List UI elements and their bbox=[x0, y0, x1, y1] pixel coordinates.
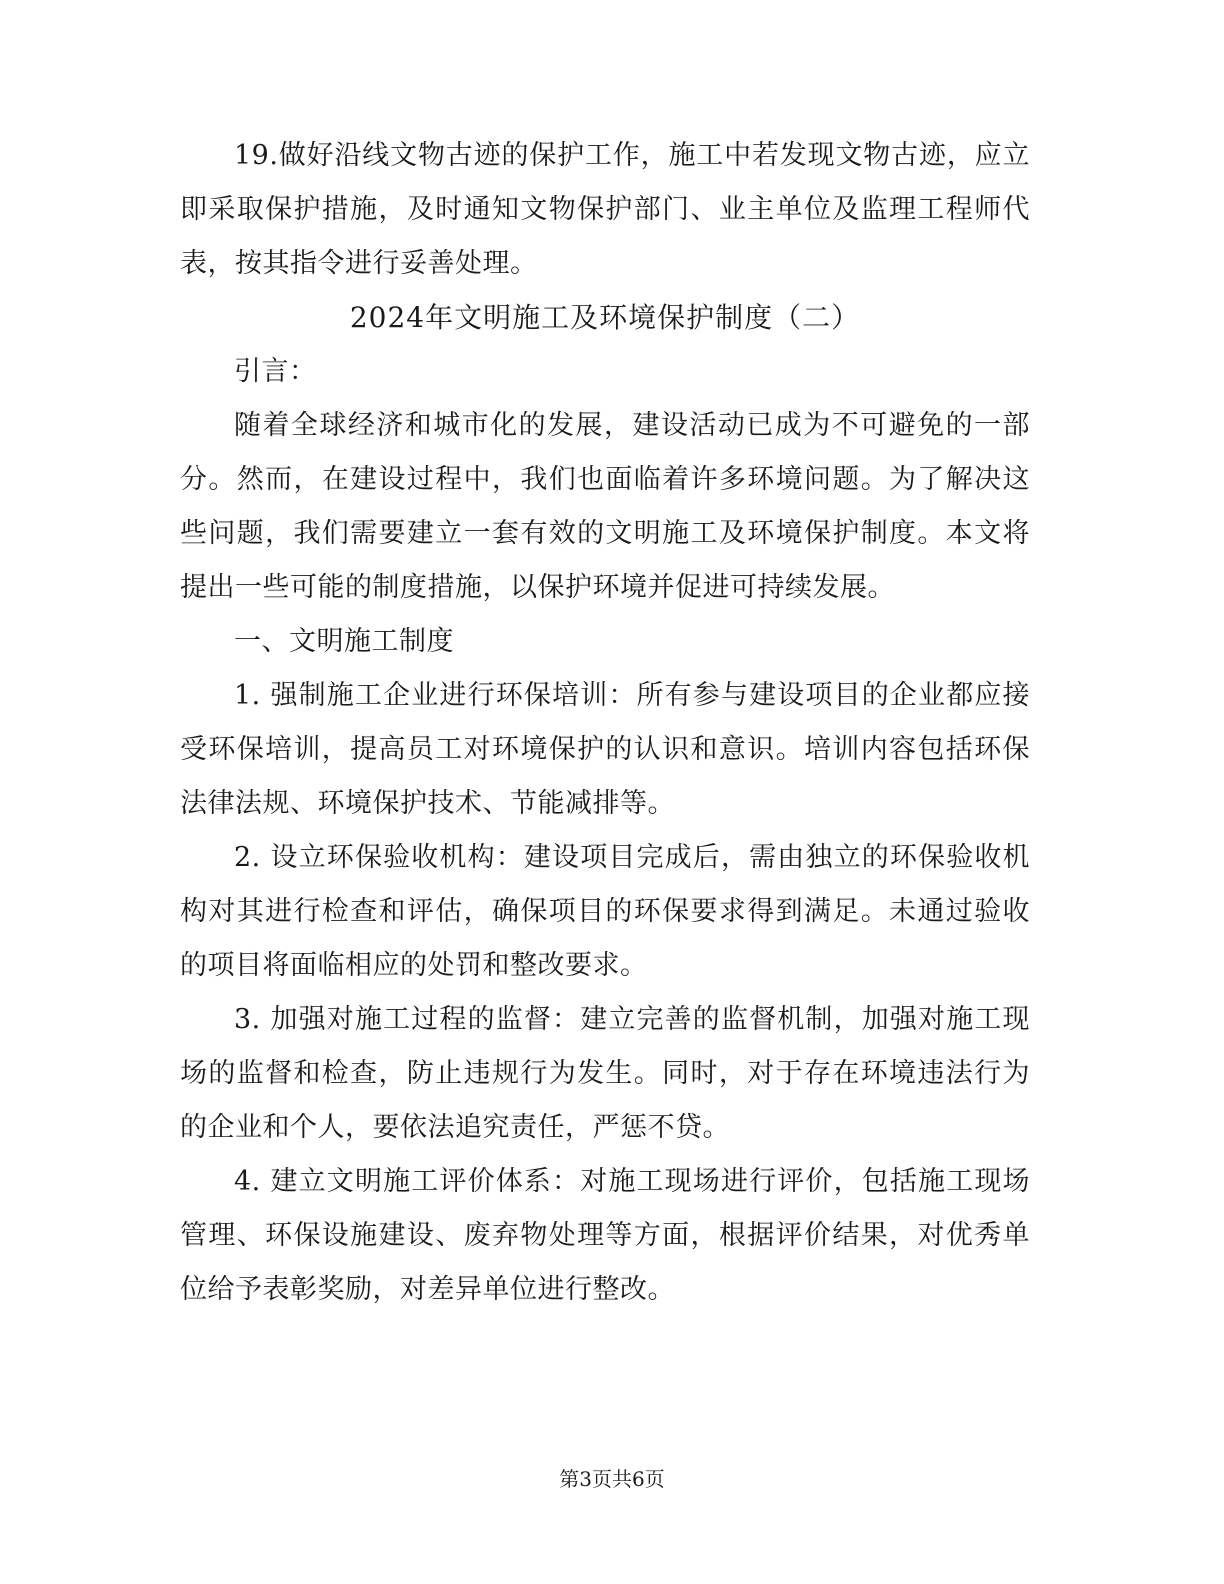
page-footer: 第3页共6页 bbox=[559, 1467, 665, 1491]
intro-label: 引言： bbox=[234, 356, 317, 387]
list-item-1: 1. 强制施工企业进行环保培训：所有参与建设项目的企业都应接受环保培训，提高员工对环境保护的认识和意识。培训内容包括环保法律法规、环境保护技术、节能减排等。 bbox=[180, 680, 1030, 819]
intro-paragraph: 随着全球经济和城市化的发展，建设活动已成为不可避免的一部分。然而，在建设过程中，我们也面临着许多环境问题。为了解决这些问题，我们需要建立一套有效的文明施工及环境保护制度。本文将提出一些可能的制度措施，以保护环境并促进可持续发展。 bbox=[180, 410, 1030, 603]
paragraph-19: 19.做好沿线文物古迹的保护工作，施工中若发现文物古迹，应立即采取保护措施，及时通知文物保护部门、业主单位及监理工程师代表，按其指令进行妥善处理。 bbox=[180, 140, 1030, 279]
section-title: 2024年文明施工及环境保护制度（二） bbox=[349, 301, 861, 334]
list-item-2: 2. 设立环保验收机构：建设项目完成后，需由独立的环保验收机构对其进行检查和评估，确保项目的环保要求得到满足。未通过验收的项目将面临相应的处罚和整改要求。 bbox=[180, 842, 1030, 981]
list-item-3: 3. 加强对施工过程的监督：建立完善的监督机制，加强对施工现场的监督和检查，防止违规行为发生。同时，对于存在环境违法行为的企业和个人，要依法追究责任，严惩不贷。 bbox=[180, 1004, 1030, 1143]
list-item-4: 4. 建立文明施工评价体系：对施工现场进行评价，包括施工现场管理、环保设施建设、废弃物处理等方面，根据评价结果，对优秀单位给予表彰奖励，对差异单位进行整改。 bbox=[180, 1166, 1030, 1305]
document-body bbox=[180, 129, 1030, 1317]
heading-civilized-construction: 一、文明施工制度 bbox=[234, 626, 454, 657]
